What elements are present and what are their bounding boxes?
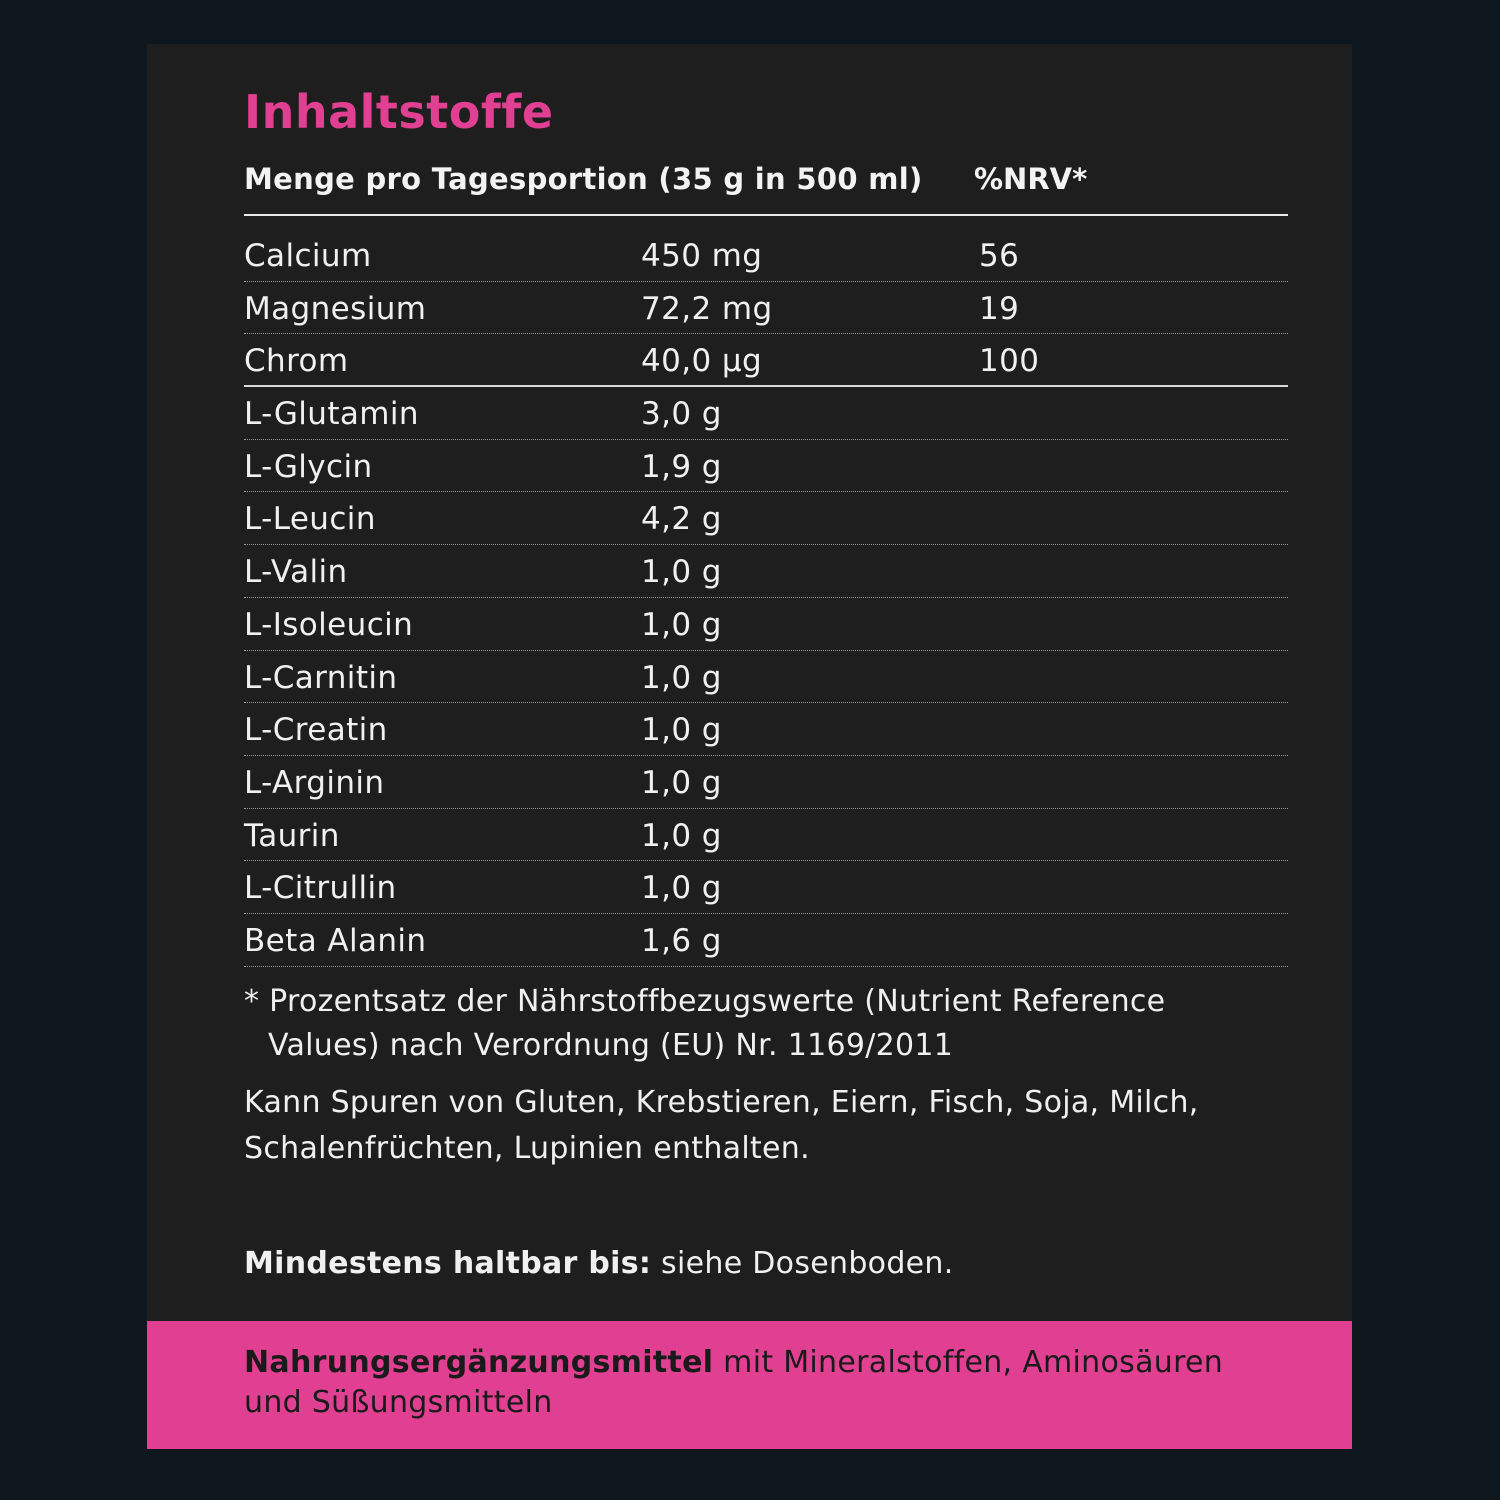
footnote-line-2: Values) nach Verordnung (EU) Nr. 1169/2011: [268, 1028, 954, 1063]
table-row: [244, 229, 1288, 282]
product-category-bold: Nahrungsergänzungsmittel: [244, 1345, 714, 1380]
table-header: [244, 159, 1288, 199]
table-row: [244, 703, 1288, 756]
nrv-footnote: [244, 980, 1244, 1068]
ingredient-name: L-Valin: [244, 554, 348, 591]
product-category-rest: mit Mineralstoffen, Aminosäuren: [713, 1345, 1224, 1380]
table-row: [244, 809, 1288, 862]
ingredient-name: L-Leucin: [244, 501, 376, 538]
ingredient-nrv: 19: [979, 290, 1020, 327]
table-row: [244, 651, 1288, 704]
allergen-line-2: Schalenfrüchten, Lupinien enthalten.: [244, 1131, 810, 1166]
ingredient-name: L-Isoleucin: [244, 606, 414, 643]
amount-column-header: Menge pro Tagesportion (35 g in 500 ml): [244, 162, 923, 196]
product-category-text: [244, 1343, 1284, 1423]
ingredient-amount: 450 mg: [641, 238, 763, 274]
table-row: [244, 492, 1288, 545]
ingredient-amount: 1,0 g: [641, 764, 722, 801]
allergen-notice: [244, 1080, 1254, 1172]
ingredient-amount: 1,0 g: [641, 712, 722, 749]
product-category-line-2: und Süßungsmitteln: [244, 1385, 553, 1420]
table-row: [244, 334, 1288, 387]
table-row: [244, 861, 1288, 914]
ingredients-panel: [147, 44, 1352, 1449]
ingredient-nrv: 56: [979, 238, 1020, 274]
table-row: [244, 545, 1288, 598]
ingredient-amount: 1,6 g: [641, 922, 722, 959]
table-row: [244, 914, 1288, 967]
ingredient-name: L-Arginin: [244, 764, 385, 801]
best-before-label: Mindestens haltbar bis:: [244, 1246, 652, 1281]
ingredient-amount: 3,0 g: [641, 396, 722, 433]
ingredient-amount: 1,0 g: [641, 554, 722, 591]
ingredient-name: Calcium: [244, 238, 372, 274]
ingredient-amount: 1,0 g: [641, 870, 722, 907]
ingredient-name: L-Carnitin: [244, 659, 398, 696]
table-row: [244, 440, 1288, 493]
nrv-column-header: %NRV*: [974, 162, 1088, 196]
ingredient-nrv: 100: [979, 343, 1040, 380]
ingredient-name: Magnesium: [244, 290, 427, 327]
table-row: [244, 756, 1288, 809]
ingredient-name: L-Citrullin: [244, 870, 397, 907]
ingredient-name: L-Glycin: [244, 448, 373, 485]
ingredient-amount: 40,0 µg: [641, 343, 763, 380]
ingredient-amount: 1,0 g: [641, 817, 722, 854]
footnote-line-1: * Prozentsatz der Nährstoffbezugswerte (Nutrient Reference: [244, 984, 1166, 1019]
ingredient-name: L-Glutamin: [244, 396, 419, 433]
page-title: Inhaltstoffe: [244, 85, 554, 139]
ingredient-name: L-Creatin: [244, 712, 388, 749]
product-category-band: [147, 1321, 1352, 1449]
ingredient-amount: 1,9 g: [641, 448, 722, 485]
ingredient-name: Beta Alanin: [244, 922, 427, 959]
allergen-line-1: Kann Spuren von Gluten, Krebstieren, Eiern, Fisch, Soja, Milch,: [244, 1085, 1199, 1120]
ingredient-amount: 4,2 g: [641, 501, 722, 538]
table-row: [244, 598, 1288, 651]
table-row: [244, 387, 1288, 440]
ingredient-name: Taurin: [244, 817, 340, 854]
ingredient-amount: 1,0 g: [641, 606, 722, 643]
ingredients-table: [244, 229, 1288, 967]
ingredient-amount: 72,2 mg: [641, 290, 773, 327]
ingredient-amount: 1,0 g: [641, 659, 722, 696]
header-divider: [244, 214, 1288, 216]
best-before-notice: [244, 1243, 954, 1285]
ingredient-name: Chrom: [244, 343, 349, 380]
best-before-value: siehe Dosenboden.: [651, 1246, 954, 1281]
table-row: [244, 282, 1288, 335]
